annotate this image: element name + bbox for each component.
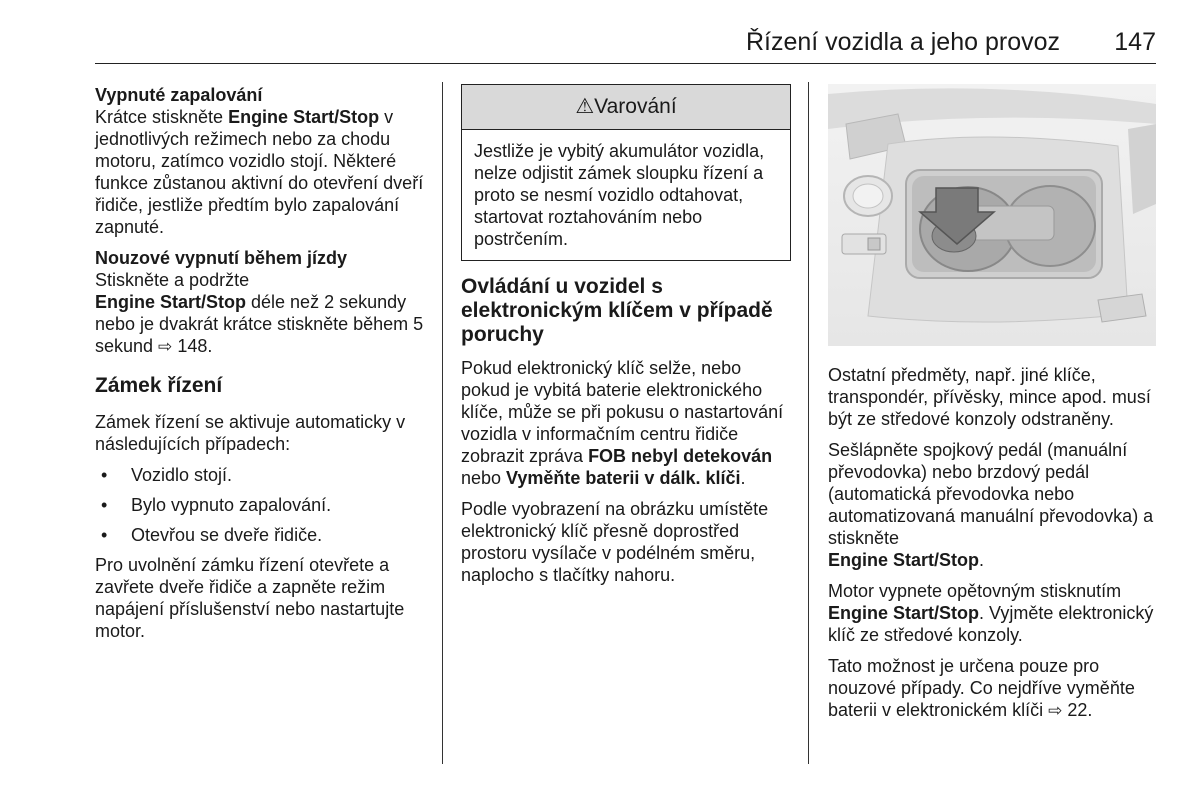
column-divider [442, 82, 443, 764]
list-item: • Vozidlo stojí. [95, 464, 431, 486]
subheading: Vypnuté zapalování [95, 85, 263, 105]
paragraph: Vypnuté zapalování Krátce stiskněte Engine Start/Stop v jednotlivých režimech nebo za chodu motoru, zatímco vozidlo stojí. Některé funkce zůstanou aktivní do otevření dveří řidiče, jestliže předtím bylo zapalování zapnuté. [95, 84, 431, 238]
page-reference[interactable]: 22. [1067, 700, 1093, 720]
column-divider [808, 82, 809, 764]
control-name: Engine Start/Stop [228, 107, 380, 127]
warning-box [461, 84, 791, 261]
column-right [828, 84, 1158, 731]
warning-text: Jestliže je vybitý akumulátor vozidla, nelze odjistit zámek sloupku řízení a proto se nesmí vozidlo odtahovat, startovat roztahováním nebo postrčením. [474, 141, 765, 249]
warning-triangle-icon: ⚠ [575, 95, 595, 118]
header-rule [95, 63, 1156, 64]
paragraph: Zámek řízení se aktivuje automaticky v následujících případech: [95, 412, 406, 454]
paragraph: Tato možnost je určena pouze pro nouzové případy. Co nejdříve vyměňte baterii v elektronickém klíči ⇨ 22. [828, 656, 1135, 720]
reference-arrow-icon: ⇨ [1048, 701, 1063, 720]
bullet-list [95, 464, 431, 546]
control-name: Engine Start/Stop [828, 603, 980, 623]
chapter-title: Řízení vozidla a jeho provoz [745, 28, 1060, 56]
message-text: Vyměňte baterii v dálk. klíči [506, 468, 741, 488]
section-heading: Ovládání u vozidel s elektronickým klíčem v případě poruchy [461, 275, 773, 346]
list-item: • Bylo vypnuto zapalování. [95, 494, 431, 516]
page-reference[interactable]: 148. [177, 336, 213, 356]
paragraph: Podle vyobrazení na obrázku umístěte elektronický klíč přesně doprostřed prostoru vysílače v podélném směru, naplocho s tlačítky nahoru. [461, 499, 769, 585]
control-name: Engine Start/Stop [828, 550, 980, 570]
section-heading: Zámek řízení [95, 374, 223, 397]
column-middle [461, 84, 791, 595]
paragraph: Nouzové vypnutí během jízdy Stiskněte a podržte Engine Start/Stop déle než 2 sekundy nebo je dvakrát krátce stiskněte během 5 sekund ⇨ 148. [95, 247, 431, 358]
paragraph: Motor vypnete opětovným stisknutím Engine Start/Stop. Vyjměte elektronický klíč ze středové konzoly. [828, 581, 1154, 645]
warning-header [462, 85, 790, 130]
paragraph: Pokud elektronický klíč selže, nebo pokud je vybitá baterie elektronického klíče, může se při pokusu o nastartování vozidla v informačním centru řidiče zobrazit zpráva FOB nebyl detekován nebo Vyměňte baterii v dálk. klíči. [461, 358, 784, 488]
warning-title: Varování [594, 95, 677, 118]
list-item: • Otevřou se dveře řidiče. [95, 524, 431, 546]
paragraph: Sešlápněte spojkový pedál (manuální převodovka) nebo brzdový pedál (automatická převodovka nebo automatizovaná manuální převodovka) a stiskněte Engine Start/Stop. [828, 440, 1154, 570]
page-number: 147 [1114, 28, 1156, 56]
message-text: FOB nebyl detekován [588, 446, 773, 466]
reference-arrow-icon: ⇨ [158, 337, 173, 356]
console-illustration [828, 84, 1156, 346]
paragraph: Ostatní předměty, např. jiné klíče, transpondér, přívěsky, mince apod. musí být ze středové konzoly odstraněny. [828, 365, 1151, 429]
control-name: Engine Start/Stop [95, 292, 247, 312]
paragraph: Pro uvolnění zámku řízení otevřete a zavřete dveře řidiče a zapněte režim napájení příslušenství nebo nastartujte motor. [95, 555, 405, 641]
subheading: Nouzové vypnutí během jízdy [95, 248, 348, 268]
column-left [95, 84, 431, 651]
